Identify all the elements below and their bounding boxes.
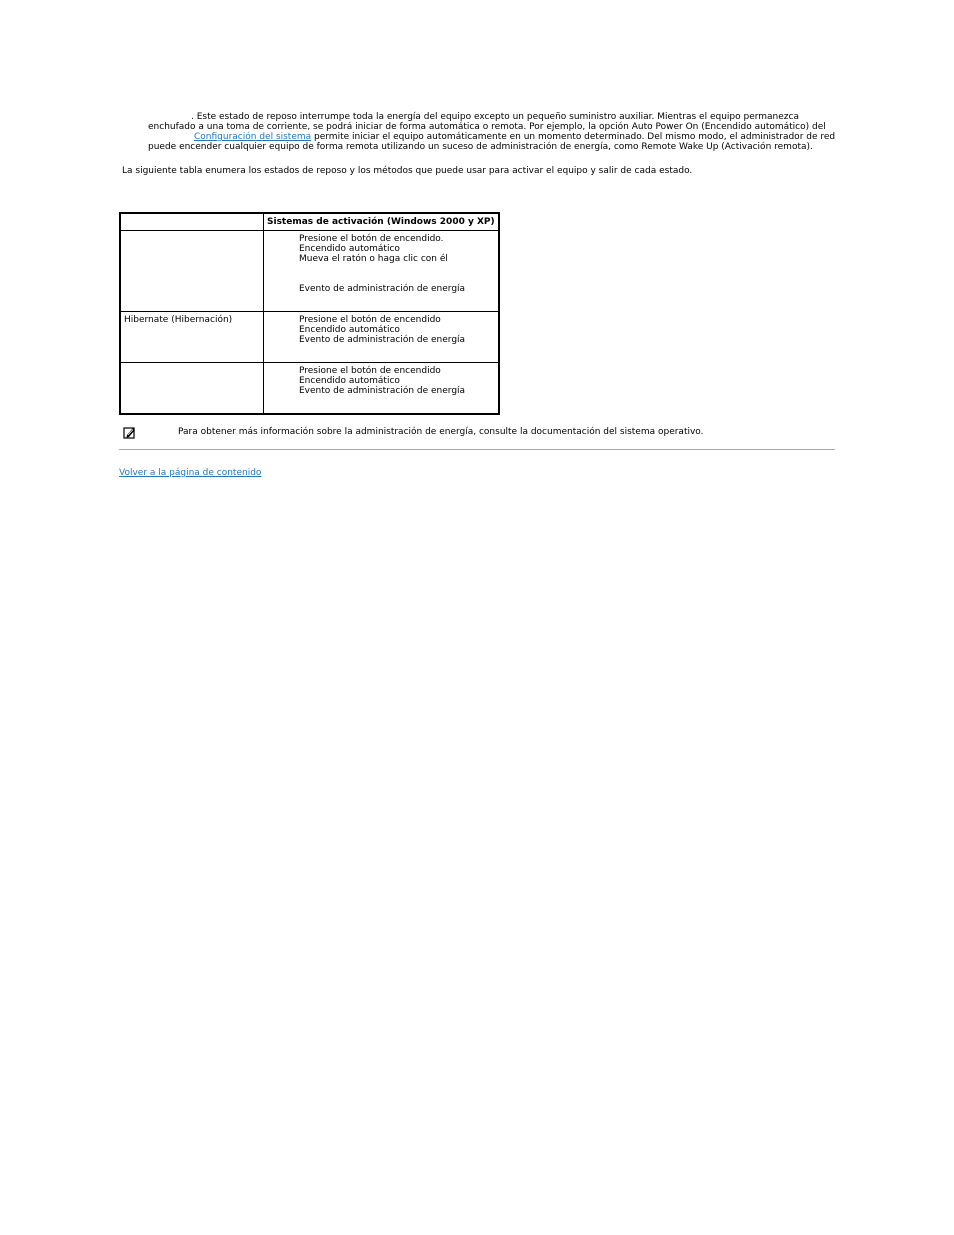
- paragraph-line-4: puede encender cualquier equipo de forma remota utilizando un suceso de administración de energía, como Remote Wake Up (Activación remota).: [148, 142, 813, 152]
- method-item: Evento de administración de energía: [299, 335, 466, 345]
- note-text: Para obtener más información sobre la administración de energía, consulte la documentación del sistema operativo.: [178, 427, 704, 437]
- back-to-contents-link[interactable]: Volver a la página de contenido: [119, 468, 262, 478]
- method-item: Evento de administración de energía: [299, 386, 466, 396]
- system-setup-link[interactable]: Configuración del sistema: [194, 132, 312, 142]
- state-cell: [120, 363, 264, 415]
- method-item: Encendido automático: [299, 244, 400, 254]
- method-item: Presione el botón de encendido: [299, 315, 441, 325]
- method-item: Presione el botón de encendido: [299, 366, 441, 376]
- method-item: Encendido automático: [299, 325, 400, 335]
- note-box: [119, 425, 835, 450]
- note-pencil-icon: [123, 426, 136, 439]
- table-intro: La siguiente tabla enumera los estados de reposo y los métodos que puede usar para activar el equipo y salir de cada estado.: [122, 166, 693, 176]
- paragraph-line-3-rest: permite iniciar el equipo automáticamente en un momento determinado. Del mismo modo, el administrador de red: [311, 132, 836, 142]
- sleep-state-description: [148, 112, 838, 152]
- methods-cell: [264, 231, 499, 312]
- table-row: [120, 312, 499, 363]
- paragraph-line-2: enchufado a una toma de corriente, se podrá iniciar de forma automática o remota. Por ejemplo, la opción Auto Power On (Encendido automático) del: [148, 122, 826, 132]
- header-wake-methods: Sistemas de activación (Windows 2000 y XP): [264, 213, 499, 231]
- paragraph-line-3: [148, 132, 838, 142]
- method-item: Presione el botón de encendido.: [299, 234, 444, 244]
- methods-cell: [264, 312, 499, 363]
- table-row: [120, 231, 499, 312]
- header-state: [120, 213, 264, 231]
- state-cell: [120, 231, 264, 312]
- sleep-states-table: [119, 212, 500, 415]
- paragraph-line-1: . Este estado de reposo interrumpe toda la energía del equipo excepto un pequeño suministro auxiliar. Mientras el equipo permanezca: [191, 112, 799, 122]
- table-row: [120, 363, 499, 415]
- method-item: Encendido automático: [299, 376, 400, 386]
- state-cell: Hibernate (Hibernación): [120, 312, 264, 363]
- table-header-row: [120, 213, 499, 231]
- method-item: Evento de administración de energía: [299, 284, 466, 294]
- method-item: Mueva el ratón o haga clic con él: [299, 254, 448, 264]
- methods-cell: [264, 363, 499, 415]
